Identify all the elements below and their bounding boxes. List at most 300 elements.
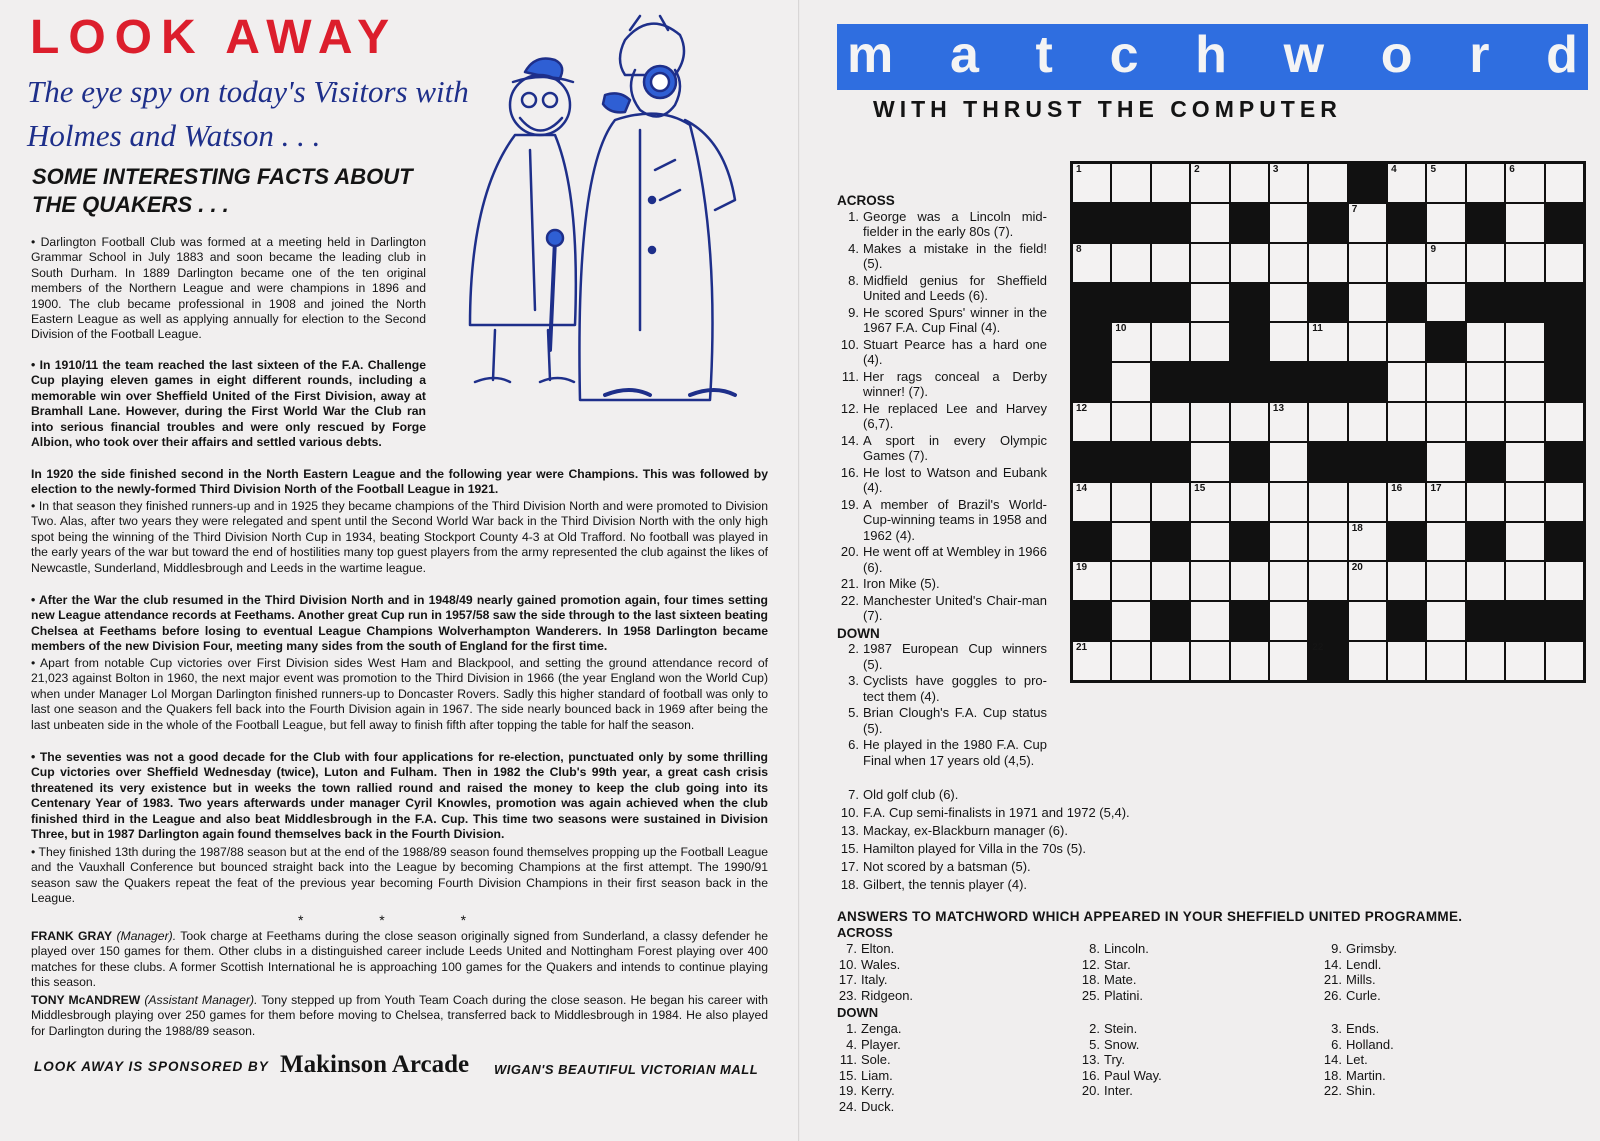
answer-item	[1322, 1037, 1394, 1053]
answer-text: Kerry.	[861, 1083, 895, 1098]
tony-mcandrew-bio	[31, 993, 768, 1039]
grid-cell[interactable]	[1349, 523, 1386, 561]
grid-block	[1467, 284, 1504, 322]
clue-item	[837, 369, 1047, 400]
clue-number: 16.	[840, 464, 859, 480]
grid-cell[interactable]	[1152, 164, 1189, 202]
grid-cell[interactable]	[1349, 602, 1386, 640]
answer-item	[1322, 1068, 1394, 1084]
clue-number: 14.	[840, 432, 859, 448]
grid-cell[interactable]	[1191, 164, 1228, 202]
grid-block	[1309, 443, 1346, 481]
grid-cell[interactable]	[1506, 164, 1543, 202]
answer-item	[837, 1068, 901, 1084]
answer-item	[837, 1021, 901, 1037]
grid-cell[interactable]	[1152, 323, 1189, 361]
grid-cell[interactable]	[1191, 483, 1228, 521]
answer-number: 2.	[1089, 1021, 1100, 1036]
grid-block	[1152, 363, 1189, 401]
grid-cell[interactable]	[1112, 483, 1149, 521]
clue-text: Gilbert, the tennis player (4).	[863, 877, 1028, 892]
grid-cell[interactable]	[1073, 164, 1110, 202]
grid-cell[interactable]	[1427, 164, 1464, 202]
grid-cell[interactable]	[1270, 204, 1307, 242]
clue-number: 6.	[848, 737, 859, 752]
grid-cell[interactable]	[1467, 164, 1504, 202]
grid-cell[interactable]	[1112, 523, 1149, 561]
grid-block	[1073, 523, 1110, 561]
answer-text: Elton.	[861, 941, 895, 956]
grid-block	[1388, 602, 1425, 640]
answer-number: 24.	[838, 1098, 857, 1114]
grid-cell[interactable]	[1073, 562, 1110, 600]
answers-column	[1080, 941, 1149, 1003]
cell-number: 6	[1509, 164, 1515, 175]
fact-paragraph-5: • After the War the club resumed in the Third Division North and in 1948/49 nearly gained promotion again, four times setting new League attendance records at Feethams. Another great Cup run in 1957/58 saw the side through to the last sixteen beating Chelsea at Feethams before losing to eventual League Champions Wolverhampton Wanderers. In 1958 Darlington became members of the new Division Four, meeting many sides from the south of England for the first time.	[31, 593, 768, 654]
grid-block	[1231, 204, 1268, 242]
answer-item	[837, 941, 913, 957]
grid-cell[interactable]	[1309, 323, 1346, 361]
answer-number: 9.	[1331, 941, 1342, 956]
answer-item	[1080, 1083, 1162, 1099]
frank-gray-bio	[31, 929, 768, 991]
grid-cell[interactable]	[1349, 323, 1386, 361]
cell-number: 18	[1351, 522, 1363, 534]
clue-number: 11.	[841, 368, 859, 384]
answer-number: 7.	[846, 941, 857, 956]
grid-cell[interactable]	[1506, 204, 1543, 242]
grid-block	[1112, 204, 1149, 242]
grid-cell[interactable]	[1270, 602, 1307, 640]
answer-item	[1322, 972, 1397, 988]
banner-letter: d	[1546, 26, 1578, 84]
answer-item	[1322, 988, 1397, 1004]
clue-item	[837, 641, 1047, 672]
grid-block	[1309, 284, 1346, 322]
clue-item	[837, 786, 1217, 803]
clue-item	[837, 822, 1217, 839]
answer-text: Mills.	[1346, 972, 1376, 987]
clue-text: He played in the 1980 F.A. Cup Final when 17 years old (4,5).	[863, 737, 1047, 768]
answer-number: 4.	[846, 1036, 857, 1052]
facts-heading: SOME INTERESTING FACTS ABOUT THE QUAKERS . . .	[32, 164, 413, 217]
answer-item	[1322, 957, 1397, 973]
grid-block	[1191, 363, 1228, 401]
grid-cell[interactable]	[1427, 642, 1464, 680]
clue-text: Makes a mistake in the field! (5).	[863, 240, 1047, 271]
fact-paragraph-7: • The seventies was not a good decade for the Club with four applications for re-election, punctuated only by some thrilling Cup victories over Sheffield Wednesday (twice), Luton and Fulham. Then in 1982 the Club's 99th year, a great cash crisis threatened its very existence but in weeks the town rallied round and raised the money to keep the club going into its Centenary Year of 1983. Two years afterwards under manager Cyril Knowles, promotion was again achieved when the club finished third in the League and also beat Middlesbrough in the F.A. Cup. This time two seasons were sustained in Division Three, but in 1987 Darlington again found themselves back in the Fourth Division.	[31, 750, 768, 842]
clue-text: A sport in every Olympic Games (7).	[863, 432, 1047, 463]
grid-block	[1546, 443, 1583, 481]
grid-cell[interactable]	[1270, 244, 1307, 282]
answer-number: 15.	[838, 1067, 857, 1083]
grid-cell[interactable]	[1388, 244, 1425, 282]
grid-cell[interactable]	[1191, 284, 1228, 322]
clue-text: Hamilton played for Villa in the 70s (5).	[863, 841, 1087, 856]
grid-cell[interactable]	[1073, 403, 1110, 441]
matchword-banner	[837, 24, 1588, 90]
grid-cell[interactable]	[1191, 204, 1228, 242]
grid-cell[interactable]	[1349, 204, 1386, 242]
banner-letter: t	[1035, 26, 1053, 84]
grid-cell[interactable]	[1467, 323, 1504, 361]
grid-cell[interactable]	[1388, 323, 1425, 361]
clue-item	[837, 737, 1047, 768]
grid-cell[interactable]	[1231, 642, 1268, 680]
grid-cell[interactable]	[1506, 323, 1543, 361]
clue-item	[837, 576, 1047, 592]
grid-cell[interactable]	[1112, 562, 1149, 600]
grid-cell[interactable]	[1191, 443, 1228, 481]
grid-block	[1073, 363, 1110, 401]
clue-text: Not scored by a batsman (5).	[863, 859, 1031, 874]
grid-cell[interactable]	[1152, 642, 1189, 680]
grid-block	[1467, 204, 1504, 242]
cell-number: 20	[1351, 562, 1363, 574]
clue-number: 10.	[840, 336, 859, 352]
answer-text: Wales.	[861, 956, 901, 972]
grid-cell[interactable]	[1349, 244, 1386, 282]
bio-role: (Manager).	[116, 929, 177, 943]
cell-number: 17	[1430, 482, 1442, 494]
grid-cell[interactable]	[1270, 284, 1307, 322]
grid-cell[interactable]	[1112, 323, 1149, 361]
answer-number: 12.	[1081, 956, 1100, 972]
grid-cell[interactable]	[1467, 562, 1504, 600]
bio-role: (Assistant Manager).	[144, 993, 258, 1007]
grid-cell[interactable]	[1073, 483, 1110, 521]
answer-item	[1080, 1021, 1162, 1037]
grid-cell[interactable]	[1112, 244, 1149, 282]
grid-cell[interactable]	[1073, 244, 1110, 282]
clue-item	[837, 876, 1217, 893]
grid-cell[interactable]	[1152, 562, 1189, 600]
grid-cell[interactable]	[1191, 323, 1228, 361]
grid-cell[interactable]	[1506, 403, 1543, 441]
clue-text: Iron Mike (5).	[863, 576, 940, 591]
grid-cell[interactable]	[1191, 642, 1228, 680]
grid-block	[1467, 443, 1504, 481]
down-clues-continued	[837, 786, 1217, 894]
clue-number: 20.	[840, 544, 859, 559]
clue-text: Her rags conceal a Derby winner! (7).	[863, 368, 1047, 399]
answer-text: Lincoln.	[1104, 941, 1149, 956]
down-clues	[837, 641, 1047, 768]
grid-cell[interactable]	[1152, 483, 1189, 521]
grid-cell[interactable]	[1506, 483, 1543, 521]
grid-cell[interactable]	[1309, 244, 1346, 282]
clue-item	[837, 804, 1217, 821]
grid-cell[interactable]	[1152, 244, 1189, 282]
answers-column	[837, 941, 913, 1003]
answer-number: 20.	[1081, 1083, 1100, 1098]
grid-cell[interactable]	[1191, 562, 1228, 600]
bio-name: FRANK GRAY	[31, 929, 113, 943]
answer-item	[1080, 1068, 1162, 1084]
grid-cell[interactable]	[1191, 523, 1228, 561]
grid-cell[interactable]	[1388, 363, 1425, 401]
grid-cell[interactable]	[1506, 642, 1543, 680]
clue-text: Brian Clough's F.A. Cup status (5).	[863, 705, 1047, 736]
sponsor-label: LOOK AWAY IS SPONSORED BY	[34, 1059, 269, 1074]
grid-cell[interactable]	[1427, 443, 1464, 481]
grid-block	[1309, 642, 1346, 680]
cell-number: 7	[1351, 203, 1358, 215]
clue-item	[837, 840, 1217, 857]
grid-cell[interactable]	[1427, 403, 1464, 441]
clue-text: 1987 European Cup winners (5).	[863, 641, 1047, 672]
holmes-watson-illustration	[455, 10, 775, 420]
grid-block	[1231, 443, 1268, 481]
clue-item	[837, 705, 1047, 736]
grid-cell[interactable]	[1270, 523, 1307, 561]
answer-number: 23.	[838, 987, 857, 1003]
grid-cell[interactable]	[1427, 523, 1464, 561]
cell-number: 10	[1115, 323, 1127, 335]
answer-item	[1080, 1052, 1162, 1068]
grid-cell[interactable]	[1191, 403, 1228, 441]
answer-number: 14.	[1323, 956, 1342, 972]
answer-number: 19.	[838, 1083, 857, 1098]
grid-block	[1546, 602, 1583, 640]
banner-letter: r	[1469, 26, 1490, 84]
answer-item	[1080, 1037, 1162, 1053]
grid-block	[1388, 443, 1425, 481]
grid-cell[interactable]	[1152, 403, 1189, 441]
cell-number: 8	[1076, 243, 1082, 255]
clue-number: 3.	[848, 673, 859, 688]
grid-block	[1152, 443, 1189, 481]
clue-item	[837, 465, 1047, 496]
grid-cell[interactable]	[1270, 164, 1307, 202]
grid-cell[interactable]	[1427, 284, 1464, 322]
answer-number: 1.	[846, 1021, 857, 1036]
grid-cell[interactable]	[1467, 244, 1504, 282]
grid-cell[interactable]	[1231, 244, 1268, 282]
across-clues	[837, 209, 1047, 624]
grid-cell[interactable]	[1309, 523, 1346, 561]
cell-number: 2	[1194, 164, 1200, 175]
clue-number: 19.	[840, 496, 859, 512]
grid-block	[1349, 363, 1386, 401]
grid-block	[1388, 523, 1425, 561]
bio-text: Tony stepped up from Youth Team Coach during the close season. He began his career with Middlesbrough playing over 250 games for them before moving to Chelsea, transferred back to Middlesbrough in 1984. He also played for Darlington during the 1988/89 season.	[31, 993, 769, 1038]
answer-text: Holland.	[1346, 1036, 1394, 1052]
grid-cell[interactable]	[1467, 642, 1504, 680]
clue-number: 8.	[848, 272, 859, 288]
fact-paragraph-3: In 1920 the side finished second in the North Eastern League and the following year were Champions. This was followed by election to the newly-formed Third Division North of the Football League in 1921.	[31, 467, 768, 497]
grid-cell[interactable]	[1112, 363, 1149, 401]
clues-column	[837, 191, 1047, 769]
grid-cell[interactable]	[1349, 284, 1386, 322]
grid-cell[interactable]	[1546, 244, 1583, 282]
cell-number: 5	[1430, 164, 1437, 175]
grid-block	[1073, 204, 1110, 242]
grid-block	[1112, 284, 1149, 322]
grid-cell[interactable]	[1191, 602, 1228, 640]
grid-cell[interactable]	[1349, 483, 1386, 521]
answer-item	[837, 1037, 901, 1053]
clue-item	[837, 433, 1047, 464]
grid-block	[1506, 602, 1543, 640]
grid-cell[interactable]	[1546, 642, 1583, 680]
grid-cell[interactable]	[1309, 403, 1346, 441]
banner-letter: m	[847, 26, 894, 84]
answer-text: Mate.	[1104, 972, 1137, 987]
grid-block	[1231, 323, 1268, 361]
grid-block	[1349, 443, 1386, 481]
grid-cell[interactable]	[1231, 403, 1268, 441]
grid-cell[interactable]	[1506, 523, 1543, 561]
answer-text: Italy.	[861, 972, 888, 987]
grid-cell[interactable]	[1309, 483, 1346, 521]
cell-number: 15	[1194, 482, 1206, 494]
clue-text: He replaced Lee and Harvey (6,7).	[863, 400, 1047, 431]
grid-cell[interactable]	[1270, 562, 1307, 600]
grid-cell[interactable]	[1349, 642, 1386, 680]
grid-cell[interactable]	[1231, 483, 1268, 521]
clue-number: 9.	[848, 304, 859, 320]
grid-block	[1231, 363, 1268, 401]
grid-cell[interactable]	[1270, 642, 1307, 680]
grid-cell[interactable]	[1270, 443, 1307, 481]
answer-number: 11.	[839, 1052, 857, 1067]
grid-block	[1388, 204, 1425, 242]
grid-cell[interactable]	[1546, 562, 1583, 600]
grid-cell[interactable]	[1349, 403, 1386, 441]
cell-number: 22	[1312, 642, 1324, 654]
answer-number: 25.	[1081, 987, 1100, 1003]
matchword-title	[847, 26, 1578, 84]
answer-number: 5.	[1089, 1036, 1100, 1052]
grid-cell[interactable]	[1427, 244, 1464, 282]
clue-number: 10.	[840, 805, 859, 820]
grid-cell[interactable]	[1388, 403, 1425, 441]
grid-cell[interactable]	[1112, 403, 1149, 441]
clue-text: He lost to Watson and Eubank (4).	[863, 464, 1047, 495]
grid-cell[interactable]	[1112, 602, 1149, 640]
fact-paragraph-6: • Apart from notable Cup victories over First Division sides West Ham and Blackpool, and setting the ground attendance record of 21,023 against Bolton in 1960, the next major event was promotion to the Third Division in 1966 (the year England won the World Cup) when under Manager Lol Morgan Darlington finished runners-up to Doncaster Rovers. Sadly this higher standard of football was only to last one season and the Quakers fell back into the Fourth Division again in 1967. The side nearly bounced back in 1969 after being the last unbeaten side in the whole of the Football League, but fell away to finish fifth after topping the table for half the season.	[31, 656, 768, 732]
clue-item	[837, 273, 1047, 304]
grid-block	[1152, 602, 1189, 640]
answer-text: Martin.	[1346, 1067, 1386, 1083]
answer-text: Stein.	[1104, 1021, 1138, 1036]
grid-cell[interactable]	[1427, 204, 1464, 242]
clue-item	[837, 544, 1047, 575]
clue-number: 5.	[848, 705, 859, 720]
clue-text: He scored Spurs' winner in the 1967 F.A. Cup Final (4).	[863, 304, 1047, 335]
grid-block	[1309, 602, 1346, 640]
grid-cell[interactable]	[1309, 562, 1346, 600]
clue-number: 7.	[848, 787, 859, 802]
cell-number: 3	[1272, 164, 1279, 175]
grid-block	[1112, 443, 1149, 481]
grid-cell[interactable]	[1388, 562, 1425, 600]
answers-column	[837, 1021, 901, 1114]
grid-cell[interactable]	[1270, 403, 1307, 441]
grid-cell[interactable]	[1231, 562, 1268, 600]
grid-cell[interactable]	[1506, 443, 1543, 481]
grid-cell[interactable]	[1467, 363, 1504, 401]
answer-item	[1080, 972, 1149, 988]
grid-cell[interactable]	[1388, 164, 1425, 202]
clue-text: Manchester United's Chair-man (7).	[863, 592, 1047, 623]
answers-column	[1080, 1021, 1162, 1099]
answer-number: 14.	[1323, 1052, 1342, 1067]
grid-cell[interactable]	[1546, 403, 1583, 441]
grid-cell[interactable]	[1388, 483, 1425, 521]
clue-number: 1.	[848, 208, 859, 224]
answer-number: 13.	[1081, 1052, 1100, 1067]
grid-cell[interactable]	[1388, 642, 1425, 680]
answer-text: Paul Way.	[1104, 1067, 1162, 1083]
clue-item	[837, 593, 1047, 624]
grid-cell[interactable]	[1506, 244, 1543, 282]
answer-number: 10.	[838, 956, 857, 972]
grid-block	[1546, 523, 1583, 561]
clue-item	[837, 241, 1047, 272]
answer-text: Lendl.	[1346, 956, 1382, 972]
fact-paragraph-8: • They finished 13th during the 1987/88 season but at the end of the 1988/89 season found themselves propping up the Football League and the Vauxhall Conference but bounced straight back into the League by becoming Champions at the first attempt. The 1990/91 season saw the Quakers repeat the feat of the previous year becoming Fourth Division Champions in their first season back in the League.	[31, 845, 768, 906]
clue-number: 4.	[848, 240, 859, 256]
grid-block	[1270, 363, 1307, 401]
answer-text: Liam.	[861, 1067, 893, 1083]
clue-number: 18.	[840, 877, 859, 892]
grid-cell[interactable]	[1467, 483, 1504, 521]
bio-name: TONY McANDREW	[31, 993, 141, 1007]
clue-number: 21.	[840, 576, 859, 591]
grid-cell[interactable]	[1546, 483, 1583, 521]
grid-cell[interactable]	[1309, 164, 1346, 202]
grid-cell[interactable]	[1112, 164, 1149, 202]
clue-text: Midfield genius for Sheffield United and Leeds (6).	[863, 272, 1047, 303]
banner-letter: h	[1195, 26, 1227, 84]
grid-cell[interactable]	[1073, 642, 1110, 680]
answers-across-heading: ACROSS	[837, 925, 893, 940]
grid-cell[interactable]	[1467, 403, 1504, 441]
grid-cell[interactable]	[1191, 244, 1228, 282]
answers-column	[1322, 941, 1397, 1003]
grid-cell[interactable]	[1112, 642, 1149, 680]
answer-item	[1080, 941, 1149, 957]
answer-text: Player.	[861, 1036, 901, 1052]
grid-cell[interactable]	[1546, 164, 1583, 202]
clue-item	[837, 497, 1047, 544]
answer-text: Curle.	[1346, 987, 1381, 1003]
answer-text: Star.	[1104, 956, 1131, 972]
clue-number: 22.	[840, 592, 859, 608]
grid-cell[interactable]	[1427, 562, 1464, 600]
grid-cell[interactable]	[1427, 602, 1464, 640]
subtitle: The eye spy on today's Visitors with Holmes and Watson . . .	[27, 74, 469, 153]
grid-cell[interactable]	[1427, 363, 1464, 401]
grid-cell[interactable]	[1349, 562, 1386, 600]
bio-text: Took charge at Feethams during the close season originally signed from Sunderland, a classy defender he played over 150 games for them. Other clubs in a distinguished career include Leeds United and Nottingham Forest playing over 400 matches for these clubs. A former Scottish International he is approaching 100 games for the Quakers and intends to continue playing this season.	[31, 929, 769, 990]
answer-number: 18.	[1081, 972, 1100, 987]
grid-cell[interactable]	[1506, 562, 1543, 600]
answer-text: Zenga.	[861, 1021, 902, 1036]
fact-paragraph-2: • In 1910/11 the team reached the last sixteen of the F.A. Challenge Cup playing eleven games in eight different rounds, including a memorable win over Sheffield United of the First Division, away at Bramhall Lane. However, during the First World War the Club ran into serious financial troubles and were only rescued by Forge Albion, who took over their affairs and settled various debts.	[31, 358, 426, 450]
clue-text: Cyclists have goggles to pro-tect them (4).	[863, 673, 1047, 704]
grid-cell[interactable]	[1270, 483, 1307, 521]
grid-cell[interactable]	[1427, 483, 1464, 521]
grid-cell[interactable]	[1506, 363, 1543, 401]
grid-cell[interactable]	[1231, 164, 1268, 202]
grid-cell[interactable]	[1270, 323, 1307, 361]
answer-item	[1322, 1052, 1394, 1068]
grid-block	[1231, 284, 1268, 322]
clue-text: A member of Brazil's World-Cup-winning teams in 1958 and 1962 (4).	[863, 496, 1047, 543]
